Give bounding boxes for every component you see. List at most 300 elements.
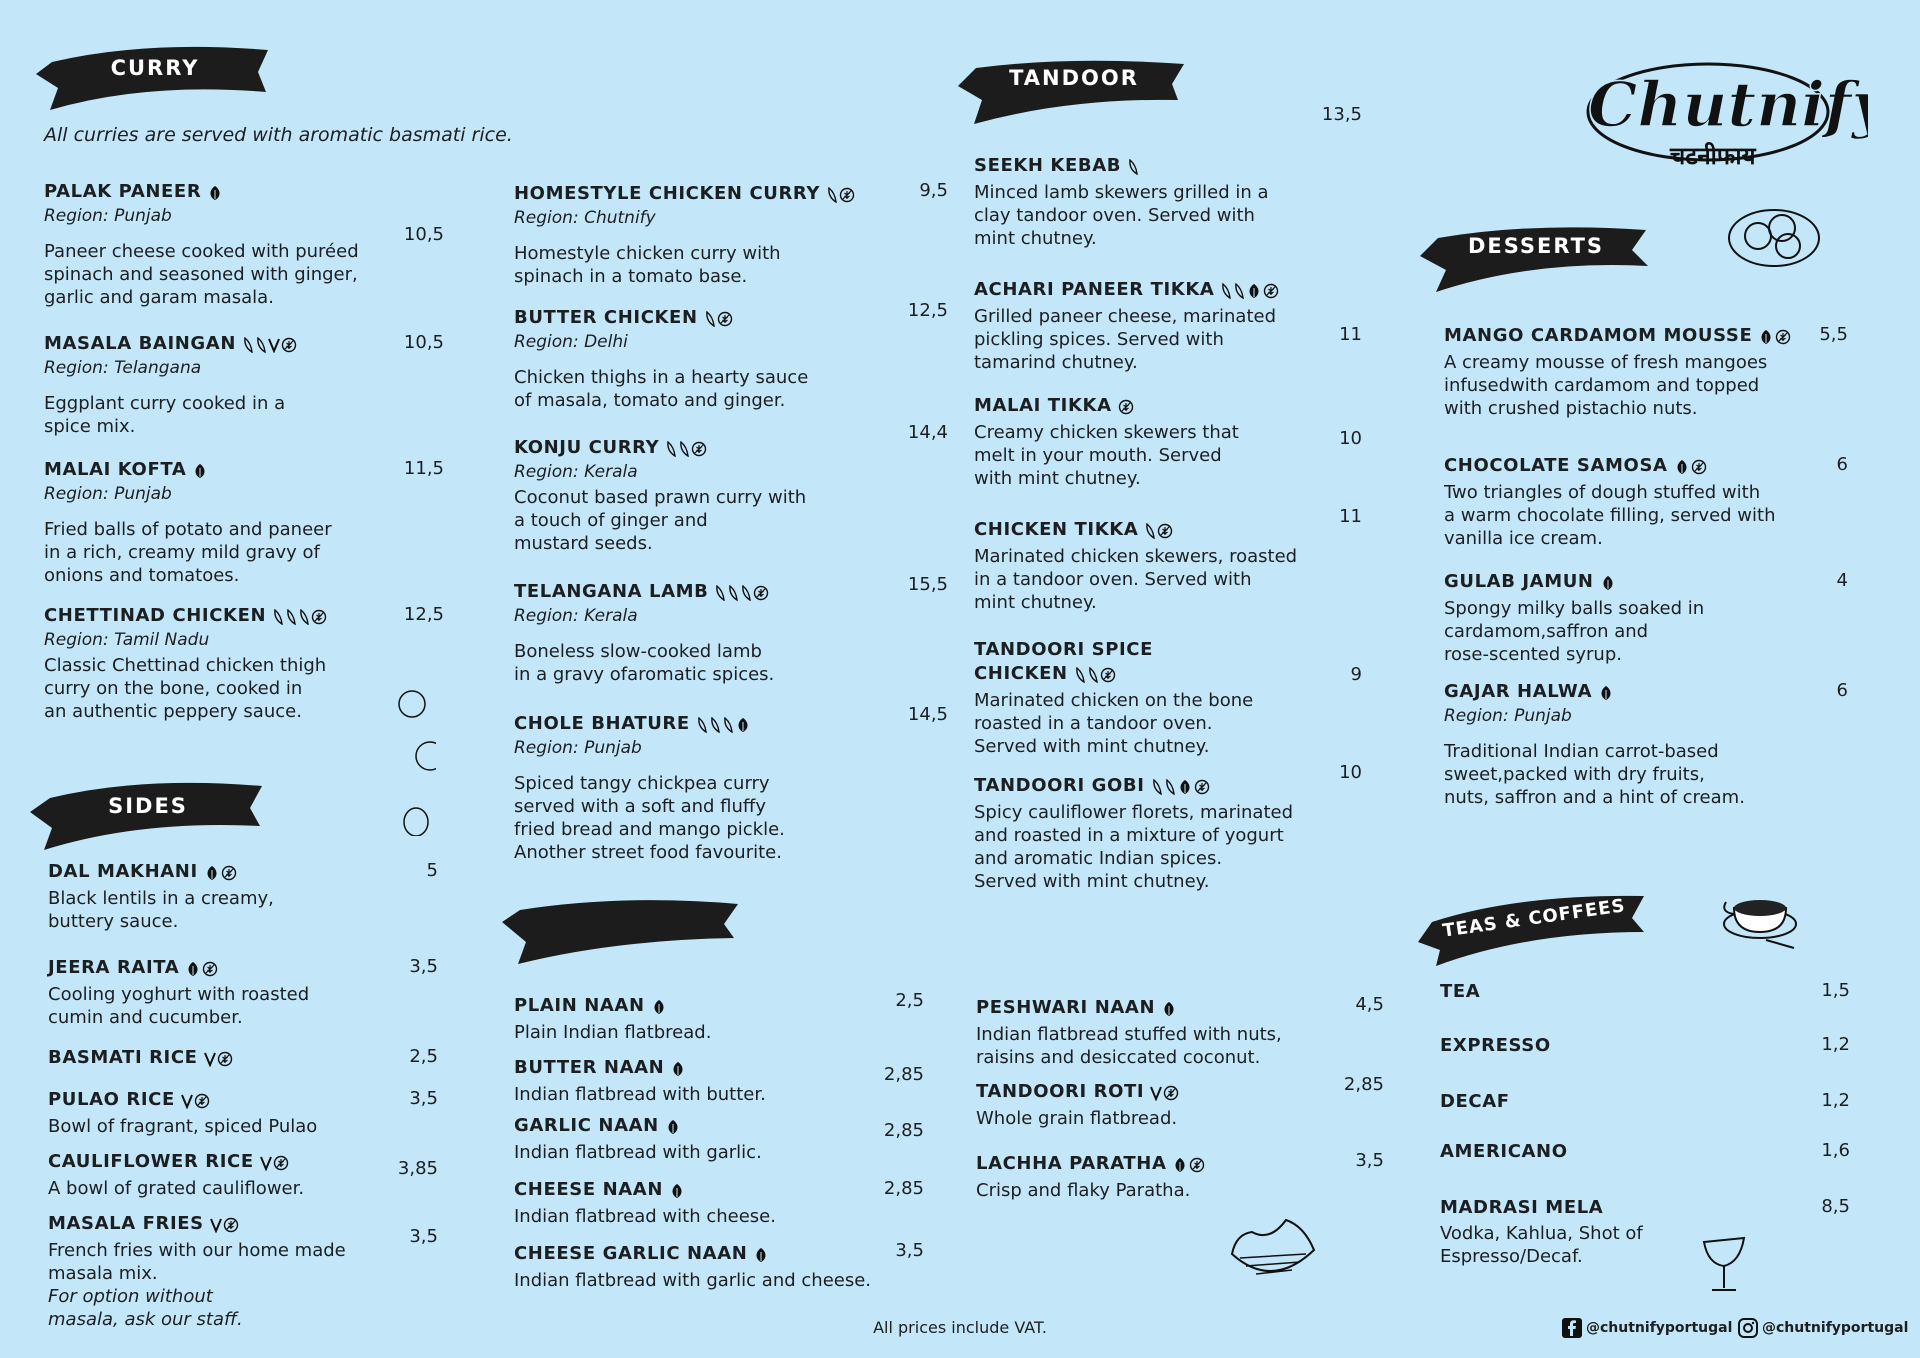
menu-item-price: 11,5 <box>403 458 444 479</box>
menu-item-description: Homestyle chicken curry with spinach in a tomato base. <box>514 243 781 287</box>
leaf-icon <box>207 182 224 203</box>
menu-item <box>1444 680 1818 809</box>
leaf-icon <box>1758 326 1775 347</box>
chili-icon <box>678 438 691 459</box>
menu-item <box>974 394 1332 490</box>
menu-item-description: Marinated chicken on the bone roasted in a tandoor oven. Served with mint chutney. <box>974 690 1254 757</box>
gluten-free-icon <box>1157 520 1174 541</box>
curry-intro: All curries are served with aromatic basmati rice. <box>44 124 513 146</box>
menu-item-name-text: MASALA FRIES <box>48 1213 204 1234</box>
menu-item <box>1440 1196 1820 1268</box>
menu-item-name-text: TANDOORI ROTI <box>976 1081 1145 1102</box>
menu-item-name-text: PLAIN NAAN <box>514 995 645 1016</box>
vat-note: All prices include VAT. <box>873 1318 1047 1337</box>
menu-item-name <box>974 774 1332 799</box>
menu-item-name <box>514 306 918 331</box>
menu-item <box>514 1242 894 1292</box>
menu-item-price: 10,5 <box>403 224 444 245</box>
gluten-free-icon <box>1100 664 1117 685</box>
leaf-icon <box>670 1058 687 1079</box>
menu-item-name <box>1440 1140 1820 1164</box>
chili-icon <box>826 184 839 205</box>
menu-item <box>514 182 918 288</box>
menu-item-price: 4,5 <box>1355 994 1384 1015</box>
menu-item-name <box>514 1056 894 1081</box>
menu-item-name-text: BUTTER CHICKEN <box>514 307 698 328</box>
tea-cup-icon <box>1720 884 1804 950</box>
menu-item <box>44 458 414 587</box>
menu-item-name <box>1444 570 1818 595</box>
leaf-icon <box>192 460 209 481</box>
instagram-handle[interactable] <box>1738 1318 1908 1338</box>
dietary-icons <box>753 1243 770 1267</box>
section-title-teas: TEAS & COFFEES <box>1441 895 1627 942</box>
menu-item-description: Cooling yoghurt with roasted cumin and cucumber. <box>48 984 310 1028</box>
menu-item-price: 14,4 <box>907 422 948 443</box>
menu-item-description: Indian flatbread with garlic and cheese. <box>514 1270 872 1291</box>
menu-item <box>976 1080 1354 1130</box>
menu-item <box>48 1150 408 1200</box>
menu-item-description: Spicy cauliflower florets, marinated and roasted in a mixture of yogurt and aromatic Indian spices. Served with mint chutney. <box>974 802 1293 892</box>
leaf-icon <box>1598 682 1615 703</box>
menu-item-name-text: DECAF <box>1440 1091 1510 1112</box>
menu-item-region: Region: Punjab <box>1444 706 1572 726</box>
dietary-icons <box>670 1057 687 1081</box>
menu-item-price: 8,5 <box>1821 1196 1850 1217</box>
menu-item-name <box>44 458 414 483</box>
menu-item-name-text: CHICKEN TIKKA <box>974 519 1139 540</box>
menu-item-name-text: BUTTER NAAN <box>514 1057 665 1078</box>
gluten-free-icon <box>281 334 298 355</box>
dietary-icons <box>1600 571 1617 595</box>
menu-item <box>514 1056 894 1106</box>
menu-item-price: 5,5 <box>1819 324 1848 345</box>
menu-item-name <box>1444 324 1818 349</box>
section-title-sides: SIDES <box>108 794 188 818</box>
dietary-icons <box>1674 455 1708 479</box>
menu-item-description: Creamy chicken skewers that melt in your mouth. Served with mint chutney. <box>974 422 1239 489</box>
menu-item-price: 10 <box>1339 428 1362 449</box>
menu-item-price: 15,5 <box>907 574 948 595</box>
menu-item-region: Region: Delhi <box>514 332 628 352</box>
chili-icon <box>1233 280 1246 301</box>
menu-item-name <box>974 638 1332 687</box>
menu-item-region: Region: Kerala <box>514 606 638 626</box>
menu-item <box>48 1212 408 1331</box>
menu-item <box>514 580 918 686</box>
menu-item <box>1440 1090 1820 1114</box>
dietary-icons <box>665 1115 682 1139</box>
menu-item <box>1440 980 1820 1004</box>
menu-item-description: Whole grain flatbread. <box>976 1108 1178 1129</box>
menu-item-name-text: GARLIC NAAN <box>514 1115 659 1136</box>
menu-item-price: 1,2 <box>1821 1034 1850 1055</box>
vegan-v-icon <box>210 1214 223 1235</box>
menu-item-name <box>514 1114 894 1139</box>
menu-item-name <box>974 154 1332 179</box>
vegan-v-icon <box>181 1090 194 1111</box>
menu-item <box>514 1114 894 1164</box>
menu-item-price: 12,5 <box>403 604 444 625</box>
menu-item-description: Fried balls of potato and paneer in a rich, creamy mild gravy of onions and tomatoes. <box>44 519 332 586</box>
dietary-icons <box>1172 1153 1206 1177</box>
facebook-handle[interactable] <box>1562 1318 1732 1338</box>
breads-banner <box>502 898 742 956</box>
menu-item-name-text: TEA <box>1440 981 1481 1002</box>
menu-item-name-text: CAULIFLOWER RICE <box>48 1151 254 1172</box>
dietary-icons <box>181 1089 211 1113</box>
vegan-v-icon <box>260 1152 273 1173</box>
menu-item-name <box>48 1088 408 1113</box>
menu-item-description: Indian flatbread with garlic. <box>514 1142 762 1163</box>
chili-icon <box>740 582 753 603</box>
gluten-free-icon <box>1118 396 1135 417</box>
menu-item <box>974 154 1332 250</box>
menu-item-price: 3,85 <box>397 1158 438 1179</box>
menu-item-description: Eggplant curry cooked in a spice mix. <box>44 393 286 437</box>
menu-item-price: 2,5 <box>895 990 924 1011</box>
gluten-free-icon <box>1189 1154 1206 1175</box>
menu-item <box>974 638 1332 758</box>
menu-item-description: Paneer cheese cooked with puréed spinach and seasoned with ginger, garlic and garam masala. <box>44 241 359 308</box>
menu-item <box>44 604 414 723</box>
menu-item-name-text: GAJAR HALWA <box>1444 681 1593 702</box>
menu-item-name-text: EXPRESSO <box>1440 1035 1551 1056</box>
menu-item-price: 1,6 <box>1821 1140 1850 1161</box>
menu-item-name-text: GULAB JAMUN <box>1444 571 1594 592</box>
chili-icon <box>1127 156 1140 177</box>
chili-icon <box>665 438 678 459</box>
menu-item-name-text: TANDOORI SPICE CHICKEN <box>974 639 1154 684</box>
chili-icon <box>1144 520 1157 541</box>
menu-item-name <box>974 278 1332 303</box>
menu-item-name <box>514 436 918 461</box>
menu-item-description: Spiced tangy chickpea curry served with a soft and fluffy fried bread and mango pickle. Another street food favourite. <box>514 773 785 863</box>
facebook-icon <box>1562 1318 1582 1338</box>
vegan-v-icon <box>268 334 281 355</box>
menu-item-name <box>1440 1090 1820 1114</box>
menu-item-description: Plain Indian flatbread. <box>514 1022 712 1043</box>
gluten-free-icon <box>223 1214 240 1235</box>
chili-icon <box>272 606 285 627</box>
menu-item-name <box>974 518 1332 543</box>
menu-item-name-text: TANDOORI GOBI <box>974 775 1145 796</box>
chili-icon <box>722 714 735 735</box>
menu-item-description: Indian flatbread with cheese. <box>514 1206 776 1227</box>
menu-item-name <box>974 394 1332 419</box>
menu-item-price: 10 <box>1339 762 1362 783</box>
menu-item-name-text: HOMESTYLE CHICKEN CURRY <box>514 183 821 204</box>
dietary-icons <box>665 437 708 461</box>
menu-item-description: A bowl of grated cauliflower. <box>48 1178 305 1199</box>
gluten-free-icon <box>221 862 238 883</box>
menu-item <box>976 996 1354 1069</box>
svg-text:चटनीफाय: चटनीफाय <box>1670 142 1756 170</box>
menu-item <box>44 332 414 438</box>
menu-item <box>974 774 1332 893</box>
menu-item-description: Two triangles of dough stuffed with a warm chocolate filling, served with vanilla ice cream. <box>1444 482 1776 549</box>
menu-item-name-text: ACHARI PANEER TIKKA <box>974 279 1215 300</box>
menu-item-name <box>1440 980 1820 1004</box>
chili-icon <box>1164 776 1177 797</box>
brand-logo <box>1578 34 1868 188</box>
menu-item-name <box>514 1178 894 1203</box>
menu-item-region: Region: Punjab <box>44 484 172 504</box>
menu-item-region: Region: Punjab <box>514 738 642 758</box>
menu-item-name-text: CHEESE NAAN <box>514 1179 663 1200</box>
menu-item-description: Vodka, Kahlua, Shot of Espresso/Decaf. <box>1440 1223 1643 1267</box>
menu-item-price: 6 <box>1836 680 1848 701</box>
section-title-tandoor: TANDOOR <box>1009 66 1139 90</box>
dietary-icons <box>192 459 209 483</box>
menu-item-name-text: PESHWARI NAAN <box>976 997 1156 1018</box>
leaf-icon <box>669 1180 686 1201</box>
dietary-icons <box>204 861 238 885</box>
facebook-handle-label: @chutnifyportugal <box>1586 1320 1733 1336</box>
chili-icon <box>1074 664 1087 685</box>
menu-item-name <box>514 1242 894 1267</box>
menu-item-region: Region: Tamil Nadu <box>44 630 210 650</box>
menu-item-description: Coconut based prawn curry with a touch of ginger and mustard seeds. <box>514 487 807 554</box>
menu-item-price: 12,5 <box>907 300 948 321</box>
menu-item-description: Classic Chettinad chicken thigh curry on the bone, cooked in an authentic peppery sauce. <box>44 655 327 722</box>
chili-icon <box>1220 280 1233 301</box>
sides-banner <box>30 780 266 838</box>
menu-item-name-text: MASALA BAINGAN <box>44 333 236 354</box>
svg-text:Chutnify: Chutnify <box>1588 68 1868 141</box>
leaf-icon <box>1177 776 1194 797</box>
menu-item <box>48 956 408 1029</box>
dietary-icons <box>1151 775 1211 799</box>
menu-item-name <box>1444 454 1818 479</box>
chili-icon <box>298 606 311 627</box>
menu-item <box>1444 324 1818 420</box>
dietary-icons <box>704 307 734 331</box>
section-title-desserts: DESSERTS <box>1467 234 1605 258</box>
dietary-icons <box>272 605 328 629</box>
menu-item-price: 3,5 <box>409 956 438 977</box>
chili-icon <box>285 606 298 627</box>
menu-item-name <box>48 1046 408 1071</box>
menu-item-name-text: AMERICANO <box>1440 1141 1568 1162</box>
leaf-icon <box>735 714 752 735</box>
gluten-free-icon <box>194 1090 211 1111</box>
menu-item-price: 11 <box>1339 324 1362 345</box>
menu-item-name-text: MALAI KOFTA <box>44 459 187 480</box>
menu-item-name-text: DAL MAKHANI <box>48 861 198 882</box>
menu-item-description: Bowl of fragrant, spiced Pulao <box>48 1116 318 1137</box>
menu-item-price: 2,85 <box>883 1178 924 1199</box>
instagram-handle-label: @chutnifyportugal <box>1762 1320 1909 1336</box>
menu-item-description: Black lentils in a creamy, buttery sauce. <box>48 888 274 932</box>
dietary-icons <box>696 713 752 737</box>
desserts-banner <box>1420 226 1652 284</box>
section-title-curry: CURRY <box>110 56 200 80</box>
menu-item-price: 2,85 <box>883 1120 924 1141</box>
gluten-free-icon <box>1263 280 1280 301</box>
menu-item-name <box>1440 1034 1820 1058</box>
menu-item-name-text: TELANGANA LAMB <box>514 581 709 602</box>
curry-banner <box>36 44 274 102</box>
menu-item <box>514 994 894 1044</box>
tandoor-banner <box>958 58 1190 116</box>
chili-icon <box>255 334 268 355</box>
menu-item <box>48 1088 408 1138</box>
menu-item-name <box>48 1212 408 1237</box>
leaf-icon <box>1161 998 1178 1019</box>
menu-item-name <box>48 956 408 981</box>
menu-item-name-text: SEEKH KEBAB <box>974 155 1122 176</box>
dietary-icons <box>714 581 770 605</box>
menu-item-name-text: CHOCOLATE SAMOSA <box>1444 455 1668 476</box>
menu-item <box>976 1152 1354 1202</box>
menu-item <box>44 180 414 309</box>
menu-item-name-text: LACHHA PARATHA <box>976 1153 1167 1174</box>
menu-item-region: Region: Telangana <box>44 358 202 378</box>
menu-item <box>1440 1140 1820 1164</box>
menu-item-price: 9,5 <box>919 180 948 201</box>
leaf-icon <box>1600 572 1617 593</box>
gluten-free-icon <box>217 1048 234 1069</box>
leaf-icon <box>665 1116 682 1137</box>
chili-icon <box>727 582 740 603</box>
menu-item <box>1440 1034 1820 1058</box>
gluten-free-icon <box>311 606 328 627</box>
menu-item-price: 11 <box>1339 506 1362 527</box>
gluten-free-icon <box>1194 776 1211 797</box>
menu-item-description: Chicken thighs in a hearty sauce of masala, tomato and ginger. <box>514 367 809 411</box>
instagram-icon <box>1738 1318 1758 1338</box>
menu-item-note: For option without masala, ask our staff. <box>48 1286 243 1330</box>
menu-item-price: 14,5 <box>907 704 948 725</box>
menu-item-name <box>976 1152 1354 1177</box>
menu-item-description: Indian flatbread with butter. <box>514 1084 766 1105</box>
menu-item-name <box>976 1080 1354 1105</box>
menu-item <box>514 1178 894 1228</box>
dietary-icons <box>242 333 298 357</box>
menu-item-description: A creamy mousse of fresh mangoes infusedwith cardamom and topped with crushed pistachio nuts. <box>1444 352 1768 419</box>
chili-icon <box>714 582 727 603</box>
dietary-icons <box>260 1151 290 1175</box>
chili-icon <box>242 334 255 355</box>
menu-item-description: Indian flatbread stuffed with nuts, raisins and desiccated coconut. <box>976 1024 1282 1068</box>
menu-item-price: 2,85 <box>883 1064 924 1085</box>
menu-item-description: Minced lamb skewers grilled in a clay tandoor oven. Served with mint chutney. <box>974 182 1269 249</box>
menu-item-price: 2,85 <box>1343 1074 1384 1095</box>
chili-icon <box>709 714 722 735</box>
dietary-icons <box>185 957 219 981</box>
menu-item-name-text: CHEESE GARLIC NAAN <box>514 1243 748 1264</box>
leaf-icon <box>1172 1154 1189 1175</box>
menu-item-price: 4 <box>1836 570 1848 591</box>
menu-item-description: Traditional Indian carrot-based sweet,packed with dry fruits, nuts, saffron and a hint of cream. <box>1444 741 1745 808</box>
gluten-free-icon <box>691 438 708 459</box>
naan-basket-icon <box>1226 1218 1318 1284</box>
menu-item-name-text: BASMATI RICE <box>48 1047 198 1068</box>
menu-item <box>514 436 918 555</box>
dietary-icons <box>207 181 224 205</box>
chili-icon <box>704 308 717 329</box>
menu-item-name-text: MANGO CARDAMOM MOUSSE <box>1444 325 1753 346</box>
menu-item <box>514 712 918 864</box>
menu-item <box>1444 454 1818 550</box>
menu-item-price: 3,5 <box>895 1240 924 1261</box>
menu-item-price: 13,5 <box>1321 104 1362 125</box>
chili-icon <box>1151 776 1164 797</box>
menu-item-price: 5 <box>426 860 438 881</box>
dietary-icons <box>1127 155 1140 179</box>
menu-item-region: Region: Chutnify <box>514 208 656 228</box>
leaf-icon <box>185 958 202 979</box>
menu-item-region: Region: Punjab <box>44 206 172 226</box>
menu-item-name-text: JEERA RAITA <box>48 957 180 978</box>
dietary-icons <box>651 995 668 1019</box>
menu-item-name <box>976 996 1354 1021</box>
menu-item-name <box>44 180 414 205</box>
menu-item-name-text: PALAK PANEER <box>44 181 202 202</box>
menu-item-name-text: CHETTINAD CHICKEN <box>44 605 267 626</box>
menu-item-name <box>48 1150 408 1175</box>
vegan-v-icon <box>204 1048 217 1069</box>
chili-icon <box>1087 664 1100 685</box>
menu-item-price: 9 <box>1350 664 1362 685</box>
menu-item-price: 3,5 <box>409 1226 438 1247</box>
menu-item-price: 3,5 <box>1355 1150 1384 1171</box>
menu-item-name <box>514 182 918 207</box>
menu-item <box>974 278 1332 374</box>
menu-item-name <box>48 860 408 885</box>
menu-item-name <box>514 994 894 1019</box>
dietary-icons <box>1161 997 1178 1021</box>
menu-item-description: Grilled paneer cheese, marinated pickling spices. Served with tamarind chutney. <box>974 306 1277 373</box>
gluten-free-icon <box>1691 456 1708 477</box>
menu-item-price: 10,5 <box>403 332 444 353</box>
menu-item <box>1444 570 1818 666</box>
menu-item-region: Region: Kerala <box>514 462 638 482</box>
dietary-icons <box>1118 395 1135 419</box>
leaf-icon <box>204 862 221 883</box>
menu-item-description: Crisp and flaky Paratha. <box>976 1180 1191 1201</box>
dietary-icons <box>204 1047 234 1071</box>
chili-icon <box>696 714 709 735</box>
menu-item <box>514 306 918 412</box>
menu-item-price: 1,5 <box>1821 980 1850 1001</box>
teas-banner <box>1418 894 1650 952</box>
menu-item-name <box>514 712 918 737</box>
menu-item-description: Boneless slow-cooked lamb in a gravy ofaromatic spices. <box>514 641 775 685</box>
menu-item-description: Spongy milky balls soaked in cardamom,saffron and rose-scented syrup. <box>1444 598 1705 665</box>
gluten-free-icon <box>717 308 734 329</box>
dietary-icons <box>1150 1081 1180 1105</box>
menu-item-price: 3,5 <box>409 1088 438 1109</box>
dietary-icons <box>1144 519 1174 543</box>
gluten-free-icon <box>753 582 770 603</box>
leaf-icon <box>1246 280 1263 301</box>
menu-item-name-text: KONJU CURRY <box>514 437 660 458</box>
menu-item-price: 1,2 <box>1821 1090 1850 1111</box>
dietary-icons <box>1598 681 1615 705</box>
gluten-free-icon <box>273 1152 290 1173</box>
menu-item-name <box>1444 680 1818 705</box>
menu-item-name-text: MADRASI MELA <box>1440 1197 1604 1218</box>
menu-item-name <box>44 332 414 357</box>
vegan-v-icon <box>1150 1082 1163 1103</box>
menu-item-name-text: MALAI TIKKA <box>974 395 1112 416</box>
gluten-free-icon <box>1163 1082 1180 1103</box>
dietary-icons <box>669 1179 686 1203</box>
menu-item <box>48 860 408 933</box>
leaf-icon <box>651 996 668 1017</box>
